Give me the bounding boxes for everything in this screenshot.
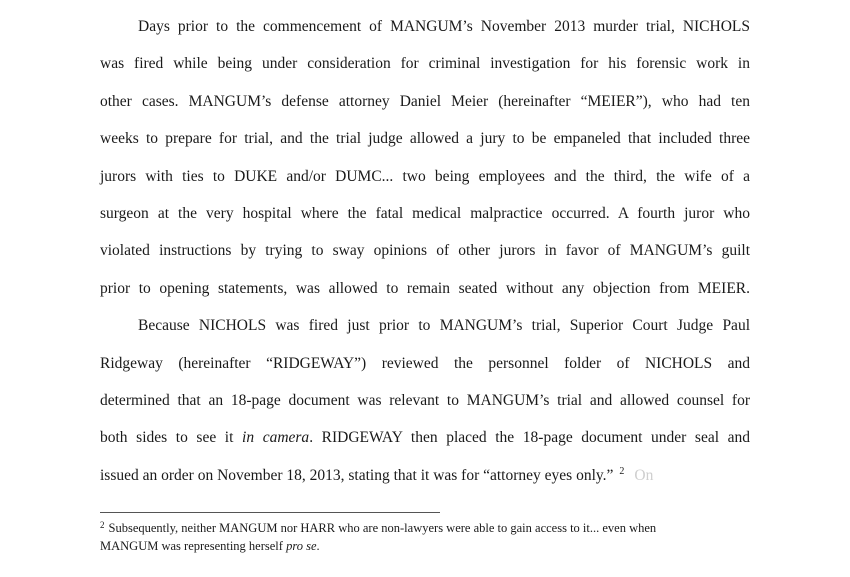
paragraph-1-line-5: jurors with ties to DUKE and/or DUMC... two being employees and the third, the wife of a: [100, 167, 750, 185]
paragraph-2-line-1: Because NICHOLS was fired just prior to MANGUM’s trial, Superior Court Judge Paul: [138, 317, 750, 335]
footnote-line-2: [100, 538, 750, 556]
footnote-line-1: [100, 520, 750, 538]
paragraph-1-line-4: weeks to prepare for trial, and the trial judge allowed a jury to be empaneled that included three: [100, 130, 750, 148]
continued-text: On: [634, 466, 654, 484]
footnote-separator: [100, 512, 440, 513]
paragraph-2-line-4-text-end: . RIDGEWAY then placed the 18-page document under seal and: [309, 429, 750, 447]
paragraph-2-line-2: Ridgeway (hereinafter “RIDGEWAY”) reviewed the personnel folder of NICHOLS and: [100, 354, 750, 372]
footnote-line-2-text-start: MANGUM was representing herself: [100, 538, 287, 553]
paragraph-2-line-5-text: issued an order on November 18, 2013, stating that it was for “attorney eyes only.”: [100, 466, 614, 484]
paragraph-2-line-4: [100, 419, 750, 456]
footnote-number: 2: [100, 520, 105, 530]
italic-phrase-in-camera: in camera: [242, 429, 310, 447]
paragraph-1-line-6: surgeon at the very hospital where the fatal medical malpractice occurred. A fourth juror who: [100, 204, 750, 222]
paragraph-2-line-3: determined that an 18-page document was relevant to MANGUM’s trial and allowed counsel for: [100, 391, 750, 409]
footnote-reference[interactable]: 2: [619, 465, 625, 477]
italic-phrase-pro-se: pro se: [286, 538, 317, 553]
document-body: [100, 8, 750, 494]
paragraph-2-line-4-text-start: both sides to see it: [100, 429, 243, 447]
footnote-line-1-text: Subsequently, neither MANGUM nor HARR who are non-lawyers were able to gain access to it... even when: [108, 521, 657, 535]
paragraph-1-line-2: was fired while being under consideration for criminal investigation for his forensic work in: [100, 55, 750, 73]
paragraph-1-line-1: Days prior to the commencement of MANGUM’s November 2013 murder trial, NICHOLS: [138, 18, 750, 35]
footnote-line-2-text-end: .: [316, 538, 320, 553]
paragraph-1-line-7: violated instructions by trying to sway opinions of other jurors in favor of MANGUM’s guilt: [100, 242, 750, 260]
footnote: [100, 520, 750, 555]
paragraph-1-line-3: other cases. MANGUM’s defense attorney Daniel Meier (hereinafter “MEIER”), who had ten: [100, 92, 750, 110]
paragraph-1-line-8: prior to opening statements, was allowed to remain seated without any objection from MEIER.: [100, 279, 750, 297]
paragraph-2-line-5: [100, 457, 750, 494]
